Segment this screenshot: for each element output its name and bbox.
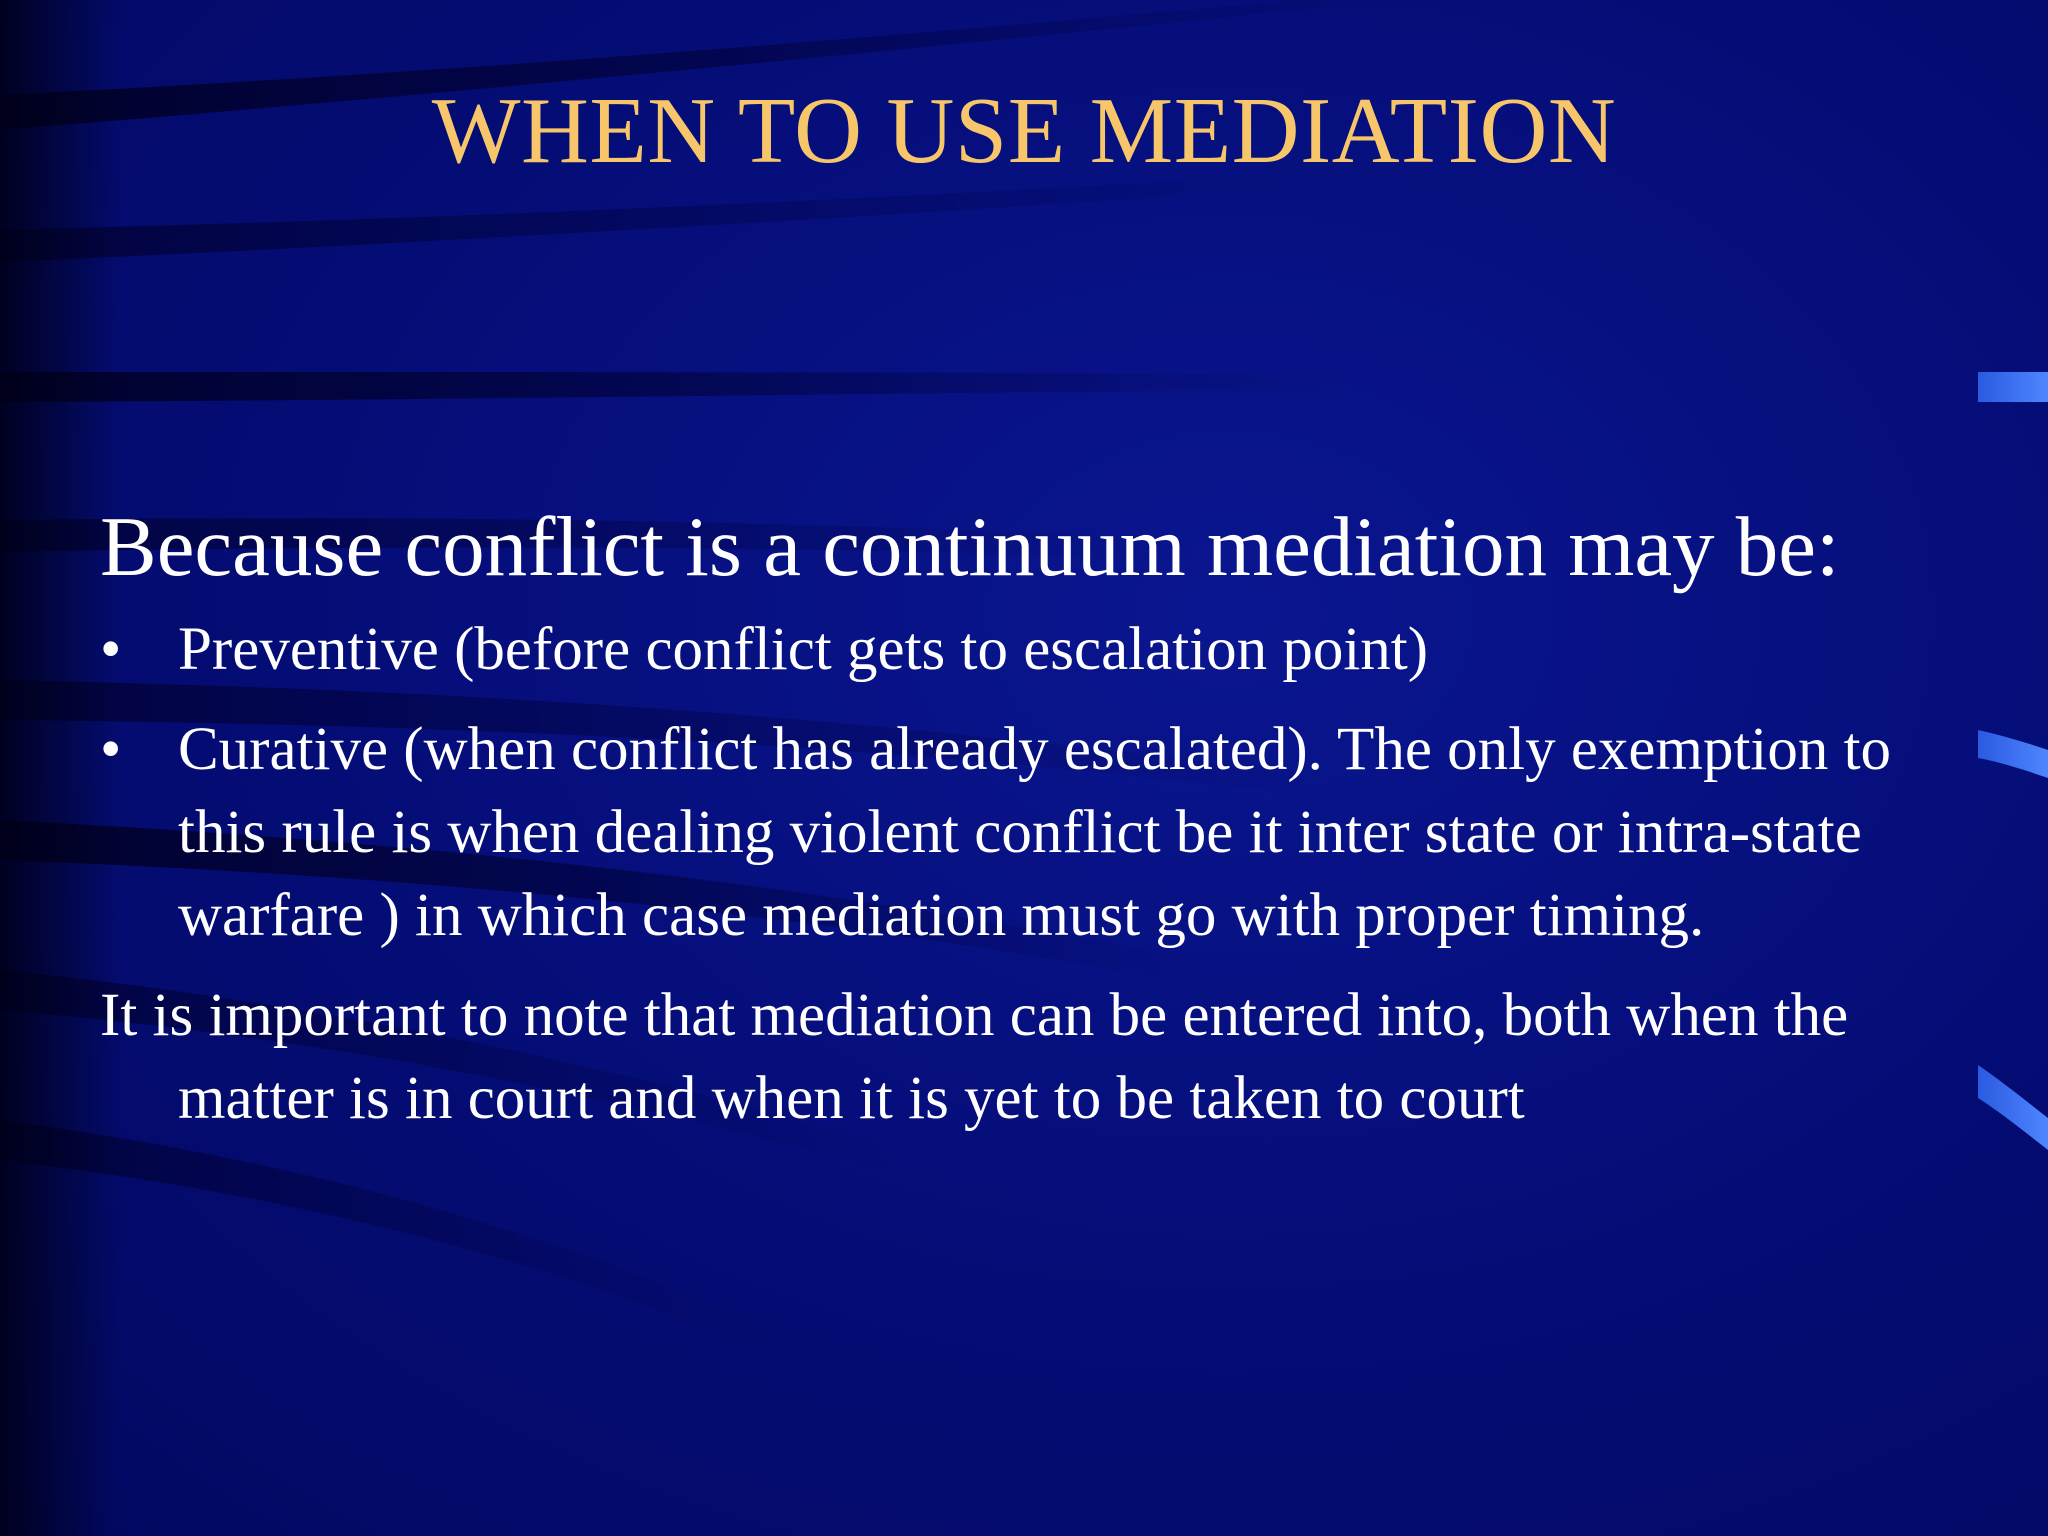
lead-paragraph: Because conflict is a continuum mediation may be: <box>100 500 1840 594</box>
list-item <box>100 608 1980 691</box>
background-swoosh <box>0 372 1350 402</box>
accent-mark <box>1978 372 2048 402</box>
bullet-text: Curative (when conflict has already escalated). The only exemption to this rule is when dealing violent conflict be it inter state or intra-state warfare ) in which case mediation must go with proper timing. <box>178 716 1892 949</box>
accent-mark <box>1978 1065 2048 1150</box>
bullet-text: Preventive (before conflict gets to escalation point) <box>178 616 1429 683</box>
list-item <box>100 708 1980 957</box>
slide-title: WHEN TO USE MEDIATION <box>431 79 1617 183</box>
bullet-marker: • <box>100 616 122 683</box>
closing-note: It is important to note that mediation can be entered into, both when the matter is in court and when it is yet to be taken to court <box>100 982 1849 1132</box>
bullet-list <box>100 608 1980 957</box>
accent-mark <box>1978 730 2048 778</box>
bullet-marker: • <box>100 716 122 783</box>
slide-body <box>100 492 1980 1140</box>
